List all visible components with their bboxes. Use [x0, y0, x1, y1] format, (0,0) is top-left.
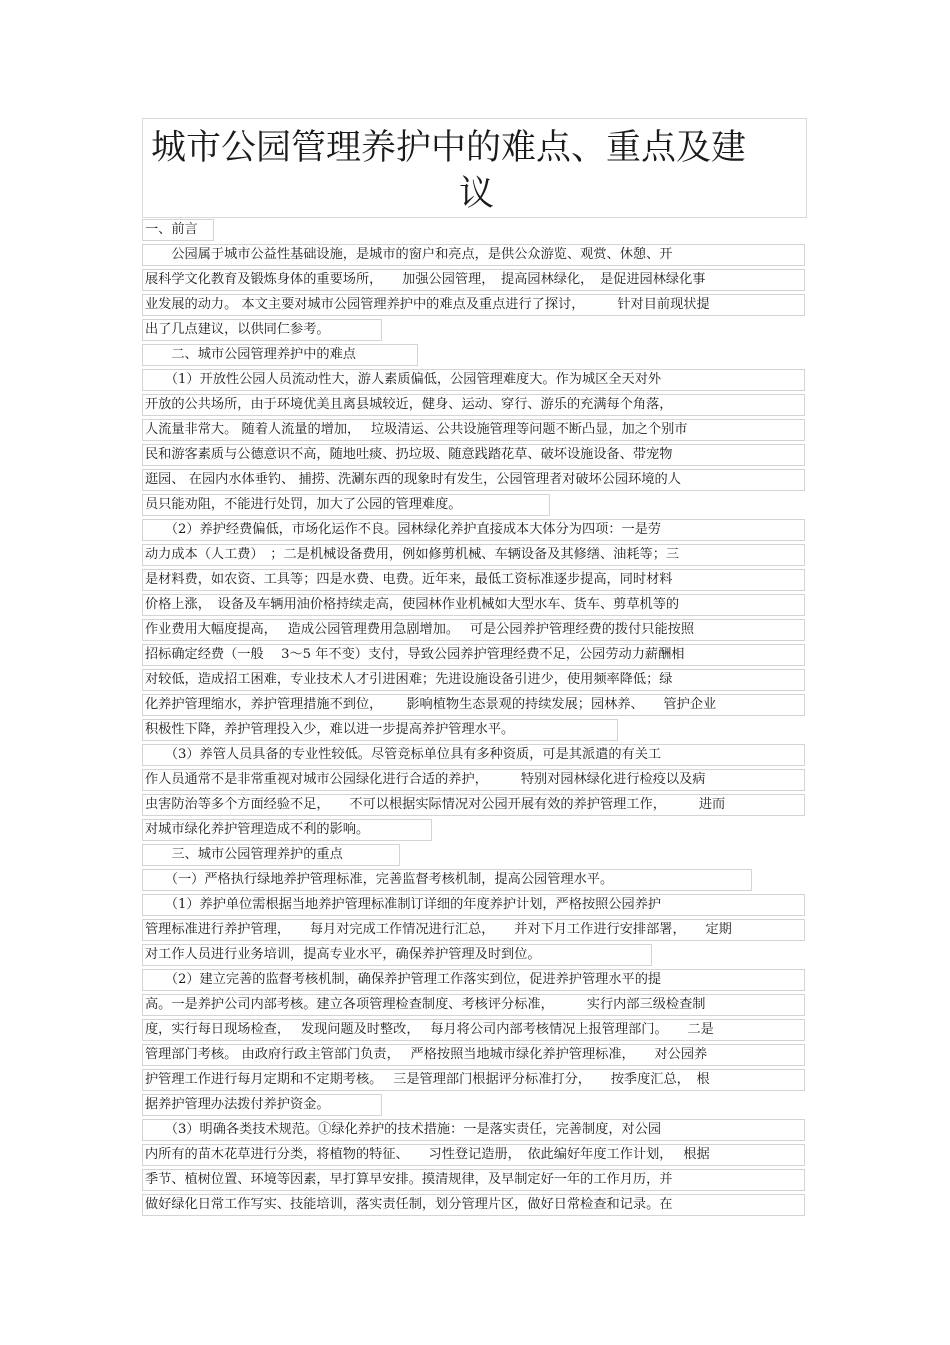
text-line: 管理部门考核。 由政府行政主管部门负责， 严格按照当地城市绿化养护管理标准， 对公园养 [142, 1044, 805, 1066]
text-line: 内所有的苗木花草进行分类，将植物的特征、 习性登记造册， 依此编好年度工作计划， 根据 [142, 1144, 805, 1166]
text-line: 招标确定经费（一般 3～5 年不变）支付，导致公园养护管理经费不足，公园劳动力薪酬相 [142, 644, 805, 666]
text-line: 护管理工作进行每月定期和不定期考核。 三是管理部门根据评分标准打分， 按季度汇总， 根 [142, 1069, 805, 1091]
text-line: 作人员通常不是非常重视对城市公园绿化进行合适的养护， 特别对园林绿化进行检疫以及病 [142, 769, 805, 791]
text-line: 展科学文化教育及锻炼身体的重要场所， 加强公园管理， 提高园林绿化， 是促进园林绿化事 [142, 269, 805, 291]
document-title-line-1: 城市公园管理养护中的难点、重点及建 [151, 128, 747, 168]
text-line: 据养护管理办法拨付养护资金。 [142, 1094, 382, 1116]
text-line: 开放的公共场所，由于环境优美且离县城较近，健身、运动、穿行、游乐的充满每个角落， [142, 394, 805, 416]
text-line: 三、城市公园管理养护的重点 [142, 844, 400, 866]
text-line: 季节、植树位置、环境等因素，早打算早安排。摸清规律，及早制定好一年的工作月历，并 [142, 1169, 805, 1191]
text-line: 价格上涨， 设备及车辆用油价格持续走高，使园林作业机械如大型水车、货车、剪草机等的 [142, 594, 805, 616]
text-line: 动力成本（人工费） ；二是机械设备费用，例如修剪机械、车辆设备及其修缮、油耗等；三 [142, 544, 805, 566]
text-line: 对工作人员进行业务培训，提高专业水平，确保养护管理及时到位。 [142, 944, 652, 966]
text-line: 二、城市公园管理养护中的难点 [142, 344, 418, 366]
text-line: （1）开放性公园人员流动性大，游人素质偏低，公园管理难度大。作为城区全天对外 [142, 369, 805, 391]
text-line: （一）严格执行绿地养护管理标准，完善监督考核机制，提高公园管理水平。 [142, 869, 752, 891]
text-line: 一、前言 [142, 219, 214, 241]
text-line: 逛园、 在园内水体垂钓、 捕捞、洗涮东西的现象时有发生，公园管理者对破坏公园环境的人 [142, 469, 805, 491]
text-line: （2）养护经费偏低，市场化运作不良。园林绿化养护直接成本大体分为四项：一是劳 [142, 519, 805, 541]
text-line: 出了几点建议，以供同仁参考。 [142, 319, 382, 341]
text-line: 员只能劝阻，不能进行处罚，加大了公园的管理难度。 [142, 494, 550, 516]
text-line: 对较低，造成招工困难，专业技术人才引进困难；先进设施设备引进少，使用频率降低；绿 [142, 669, 805, 691]
text-line: 化养护管理缩水，养护管理措施不到位， 影响植物生态景观的持续发展；园林养、 管护企业 [142, 694, 805, 716]
text-line: 民和游客素质与公德意识不高，随地吐痰、扔垃圾、随意践踏花草、破坏设施设备、带宠物 [142, 444, 805, 466]
text-line: 业发展的动力。 本文主要对城市公园管理养护中的难点及重点进行了探讨， 针对目前现状提 [142, 294, 805, 316]
text-line: 对城市绿化养护管理造成不利的影响。 [142, 819, 432, 841]
text-line: 高。一是养护公司内部考核。建立各项管理检查制度、考核评分标准， 实行内部三级检查制 [142, 994, 805, 1016]
text-line: 作业费用大幅度提高， 造成公园管理费用急剧增加。 可是公园养护管理经费的拨付只能按照 [142, 619, 805, 641]
title-block [142, 118, 807, 218]
text-line: （3）明确各类技术规范。①绿化养护的技术措施：一是落实责任，完善制度，对公园 [142, 1119, 805, 1141]
text-line: 是材料费，如农资、工具等；四是水费、电费。近年来，最低工资标准逐步提高，同时材料 [142, 569, 805, 591]
text-line: （3）养管人员具备的专业性较低。尽管竞标单位具有多种资质，可是其派遣的有关工 [142, 744, 805, 766]
document-title-line-2: 议 [459, 174, 495, 214]
text-line: （2）建立完善的监督考核机制，确保养护管理工作落实到位，促进养护管理水平的提 [142, 969, 805, 991]
text-line: 公园属于城市公益性基础设施，是城市的窗户和亮点，是供公众游览、观赏、休憩、开 [142, 244, 805, 266]
text-line: 虫害防治等多个方面经验不足， 不可以根据实际情况对公园开展有效的养护管理工作， 进而 [142, 794, 805, 816]
text-line: 人流量非常大。 随着人流量的增加， 垃圾清运、公共设施管理等问题不断凸显，加之个别市 [142, 419, 805, 441]
text-line: （1）养护单位需根据当地养护管理标准制订详细的年度养护计划，严格按照公园养护 [142, 894, 805, 916]
text-line: 管理标准进行养护管理， 每月对完成工作情况进行汇总， 并对下月工作进行安排部署， 定期 [142, 919, 805, 941]
text-line: 度，实行每日现场检查， 发现问题及时整改， 每月将公司内部考核情况上报管理部门。 二是 [142, 1019, 805, 1041]
text-line: 做好绿化日常工作写实、技能培训，落实责任制，划分管理片区，做好日常检查和记录。在 [142, 1194, 805, 1216]
text-line: 积极性下降，养护管理投入少，难以进一步提高养护管理水平。 [142, 719, 618, 741]
